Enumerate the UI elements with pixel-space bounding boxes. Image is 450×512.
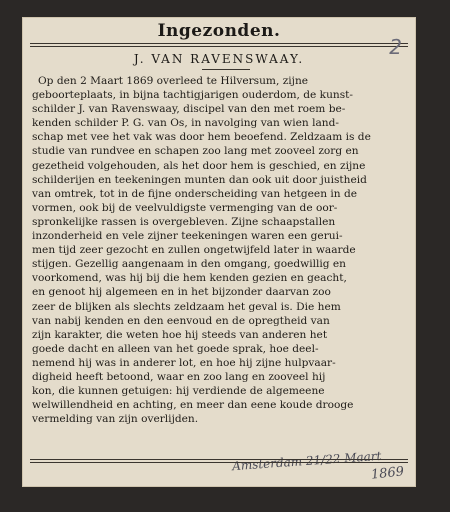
article-body [32, 74, 406, 426]
bottom-rule-double [30, 462, 408, 463]
body-line: van nabij kenden en den eenvoud en de opregtheid van [32, 314, 330, 327]
body-line: geboorteplaats, in bijna tachtigjarigen ouderdom, de kunst- [32, 89, 354, 102]
body-line: vormen, ook bij de veelvuldigste vermenging van de oor- [32, 201, 338, 214]
article-title: J. VAN RAVENSWAAY. [133, 52, 305, 66]
clipping-heading: Ingezonden. [157, 21, 281, 41]
body-line: kon, die kunnen getuigen: hij verdiende de algemeene [32, 385, 325, 398]
bottom-rule [30, 459, 408, 460]
body-line: gezetheid volgehouden, als het door hem is geschied, en zijne [32, 159, 366, 172]
body-line: spronkelijke rassen is overgebleven. Zijne schaapstallen [32, 215, 336, 228]
heading-rule [30, 43, 408, 44]
body-line: schilderijen en teekeningen munten dan ook uit door juistheid [32, 173, 367, 186]
handwritten-signature: Amsterdam 21/22 Maart [231, 448, 382, 474]
handwritten-year: 1869 [370, 464, 405, 483]
body-line: goede dacht en alleen van het goede sprak, hoe deel- [32, 342, 319, 355]
pencil-annotation: 2 [389, 35, 402, 59]
body-line: inzonderheid en vele zijner teekeningen waren een gerui- [32, 230, 343, 243]
body-line: men tijd zeer gezocht en zullen ongetwijfeld later in waarde [32, 244, 356, 257]
body-line: studie van rundvee en schapen zoo lang met zooveel zorg en [32, 145, 359, 158]
body-line: stijgen. Gezellig aangenaam in den omgang, goedwillig en [32, 258, 346, 271]
body-line: kenden schilder P. G. van Os, in navolging van wien land- [32, 117, 339, 130]
body-line: zijn karakter, die weten hoe hij steeds van anderen het [32, 328, 328, 341]
title-rule [202, 69, 250, 70]
body-line: voorkomend, was hij bij die hem kenden gezien en geacht, [32, 272, 347, 285]
body-line: nemend hij was in anderer lot, en hoe hij zijne hulpvaar- [32, 356, 336, 369]
body-line: en genoot hij algemeen en in het bijzonder daarvan zoo [32, 286, 331, 299]
body-line: welwillendheid en achting, en meer dan eene koude drooge [32, 399, 354, 412]
body-line: schap met vee het vak was door hem beoefend. Zeldzaam is de [32, 131, 371, 144]
newspaper-clipping [22, 17, 416, 487]
body-line: van omtrek, tot in de fijne onderscheiding van hetgeen in de [32, 187, 358, 200]
body-line: vermelding van zijn overlijden. [32, 413, 199, 426]
body-line: digheid heeft betoond, waar en zoo lang en zooveel hij [32, 370, 326, 383]
body-line: Op den 2 Maart 1869 overleed te Hilversum, zijne [38, 75, 309, 87]
heading-rule-double [30, 46, 408, 47]
body-line: zeer de blijken als slechts zeldzaam het geval is. Die hem [32, 300, 341, 313]
body-line: schilder J. van Ravenswaay, discipel van den met roem be- [32, 103, 346, 116]
